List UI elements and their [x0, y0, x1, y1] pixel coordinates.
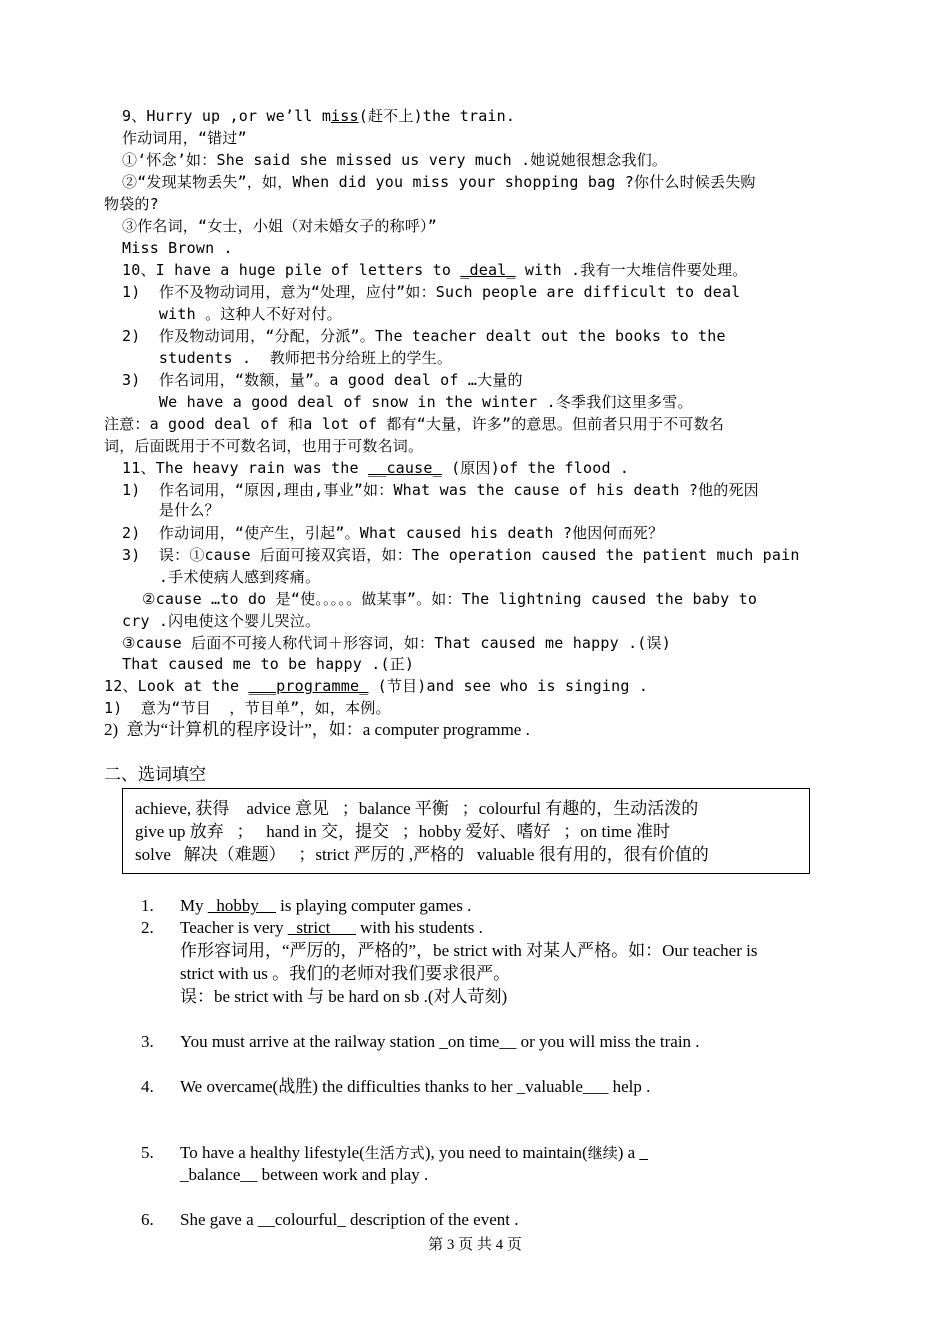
- item12-line3: 2) 意为“计算机的程序设计”，如：a computer programme .: [104, 720, 530, 739]
- item10-line5: students . 教师把书分给班上的学生。: [122, 349, 453, 367]
- section2-title: 二、选词填空: [104, 765, 206, 784]
- item11-line3: 是什么？: [122, 501, 220, 519]
- item9-line3: ①‘怀念’如：She said she missed us very much .她说她很想念我们。: [122, 151, 668, 169]
- q4-number: 4.: [141, 1077, 154, 1096]
- q4-text: We overcame(战胜) the difficulties thanks to her _valuable___ help .: [180, 1077, 651, 1096]
- q5-number: 5.: [141, 1143, 154, 1162]
- word-bank-row-1: achieve, 获得 advice 意见 ；balance 平衡 ；colourful 有趣的，生动活泼的: [135, 799, 699, 818]
- item11-line6: .手术使病人感到疼痛。: [122, 568, 321, 586]
- item10-line4: 2) 作及物动词用，“分配，分派”。The teacher dealt out the books to the: [122, 327, 726, 345]
- q1-text: My _hobby__ is playing computer games .: [180, 896, 472, 915]
- item11-heading: 11、The heavy rain was the __cause_ (原因)of the flood .: [122, 459, 630, 477]
- item10-line3: with 。这种人不好对付。: [122, 305, 342, 323]
- q1-number: 1.: [141, 896, 154, 915]
- item9-heading: 9、Hurry up ,or we’ll miss(赶不上)the train.: [122, 107, 516, 125]
- q6-number: 6.: [141, 1210, 154, 1229]
- word-bank-row-3: solve 解决（难题） ；strict 严厉的 ,严格的 valuable 很有用的，很有价值的: [135, 845, 709, 864]
- q2-text: Teacher is very _strict___ with his students .: [180, 918, 483, 937]
- item11-line5: 3) 误：①cause 后面可接双宾语，如：The operation caused the patient much pain: [122, 546, 800, 564]
- item11-line10: That caused me to be happy .(正): [122, 655, 415, 673]
- q3-text: You must arrive at the railway station _on time__ or you will miss the train .: [180, 1032, 700, 1051]
- q2-number: 2.: [141, 918, 154, 937]
- item10-note-cont: 词，后面既用于不可数名词，也用于可数名词。: [104, 437, 424, 455]
- item11-line2: 1) 作名词用，“原因,理由,事业”如：What was the cause of his death ?他的死因: [122, 481, 759, 499]
- q2-line4: 误：be strict with 与 be hard on sb .(对人苛刻): [180, 987, 508, 1006]
- item9-line7: Miss Brown .: [122, 239, 233, 257]
- item10-line2: 1) 作不及物动词用，意为“处理，应付”如：Such people are difficult to deal: [122, 283, 741, 301]
- item11-line8: cry .闪电使这个婴儿哭泣。: [122, 612, 321, 630]
- item12-line2: 1) 意为“节目 ，节目单”，如，本例。: [104, 699, 391, 717]
- item11-line7: ②cause …to do 是“使。。。。。做某事”。如：The lightning caused the baby to: [142, 590, 758, 608]
- q2-line3: strict with us 。我们的老师对我们要求很严。: [180, 964, 511, 983]
- item11-line9: ③cause 后面不可接人称代词＋形容词，如：That caused me happy .(误): [122, 634, 671, 652]
- item10-note: 注意：a good deal of 和a lot of 都有“大量，许多”的意思。但前者只用于不可数名: [104, 415, 725, 433]
- item9-line4: ②“发现某物丢失”，如，When did you miss your shopping bag ?你什么时候丢失购: [122, 173, 756, 191]
- item9-line5: 物袋的?: [104, 195, 159, 213]
- q5-line2: _balance__ between work and play .: [180, 1165, 429, 1184]
- item9-line2: 作动词用，“错过”: [122, 129, 247, 147]
- q3-number: 3.: [141, 1032, 154, 1051]
- item10-line7: We have a good deal of snow in the winter .冬季我们这里多雪。: [122, 393, 693, 411]
- q6-text: She gave a __colourful_ description of the event .: [180, 1210, 519, 1229]
- item12-heading: 12、Look at the ___programme_ (节目)and see who is singing .: [104, 677, 649, 695]
- word-bank-box: [122, 788, 810, 874]
- item10-line6: 3) 作名词用，“数额，量”。a good deal of …大量的: [122, 371, 523, 389]
- item10-heading: 10、I have a huge pile of letters to _deal_ with .我有一大堆信件要处理。: [122, 261, 748, 279]
- page-footer: 第 3 页 共 4 页: [428, 1237, 522, 1253]
- q2-line2: 作形容词用，“严厉的，严格的”，be strict with 对某人严格。如：Our teacher is: [180, 941, 758, 960]
- item9-line6: ③作名词，“女士，小姐（对未婚女子的称呼）”: [122, 217, 437, 235]
- item11-line4: 2) 作动词用，“使产生，引起”。What caused his death ?他因何而死？: [122, 524, 664, 542]
- q5-text: To have a healthy lifestyle(生活方式), you need to maintain(继续) a _: [180, 1143, 648, 1162]
- word-bank-row-2: give up 放弃 ； hand in 交，提交 ；hobby 爱好、嗜好 ；on time 准时: [135, 822, 671, 841]
